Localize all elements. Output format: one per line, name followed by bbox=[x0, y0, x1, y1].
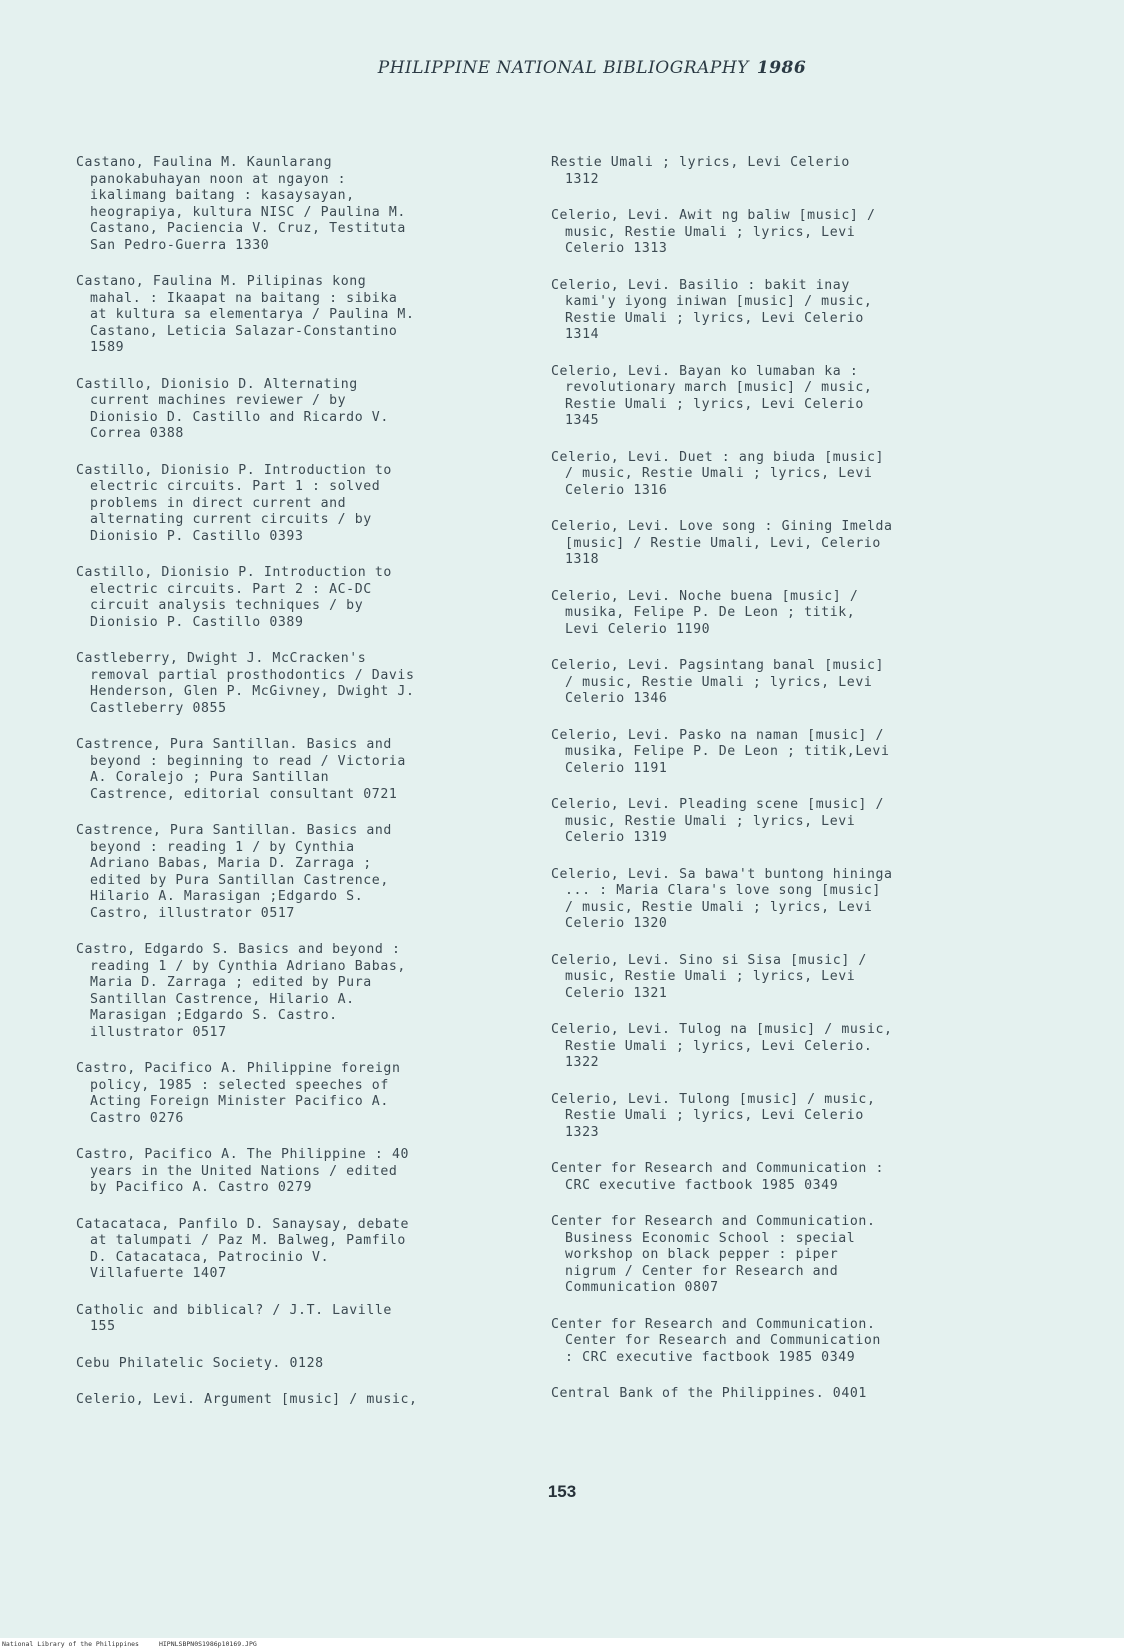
scan-filename: HIPNLSBPN0S1986p10169.JPG bbox=[158, 1640, 257, 1648]
bibliography-entry: Castro, Edgardo S. Basics and beyond : reading 1 / by Cynthia Adriano Babas, Maria D. Zarraga ; edited by Pura Santillan Castrence, Hilario A. Marasigan ;Edgardo S. Castro. illustrator 0517 bbox=[76, 942, 406, 1040]
bibliography-entry: Cebu Philatelic Society. 0128 bbox=[76, 1355, 324, 1371]
bibliography-entry: Center for Research and Communication. Business Economic School : special workshop on black pepper : piper nigrum / Center for Research and Communication 0807 bbox=[551, 1214, 876, 1295]
bibliography-entry: Catacataca, Panfilo D. Sanaysay, debate at talumpati / Paz M. Balweg, Pamfilo D. Catacataca, Patrocinio V. Villafuerte 1407 bbox=[76, 1216, 410, 1281]
bibliography-entry: Celerio, Levi. Sino si Sisa [music] / music, Restie Umali ; lyrics, Levi Celerio 1321 bbox=[551, 952, 867, 1001]
bibliography-entry: Center for Research and Communication : CRC executive factbook 1985 0349 bbox=[551, 1161, 885, 1193]
right-column bbox=[551, 155, 1011, 1403]
bibliography-entry: Celerio, Levi. Tulong [music] / music, Restie Umali ; lyrics, Levi Celerio 1323 bbox=[551, 1091, 876, 1140]
bibliography-entry: Castillo, Dionisio P. Introduction to electric circuits. Part 2 : AC-DC circuit analysis techniques / by Dionisio P. Castillo 0389 bbox=[76, 565, 392, 630]
bibliography-entry: Celerio, Levi. Pleading scene [music] / music, Restie Umali ; lyrics, Levi Celerio 1319 bbox=[551, 797, 885, 845]
bibliography-entry: Castro, Pacifico A. The Philippine : 40 years in the United Nations / edited by Pacifico A. Castro 0279 bbox=[76, 1147, 410, 1195]
bibliography-entry: Celerio, Levi. Pasko na naman [music] / musika, Felipe P. De Leon ; titik,Levi Celerio 1191 bbox=[551, 727, 890, 776]
bibliography-entry: Celerio, Levi. Awit ng baliw [music] / music, Restie Umali ; lyrics, Levi Celerio 1313 bbox=[551, 208, 876, 256]
bibliography-entry: Catholic and biblical? / J.T. Laville 155 bbox=[76, 1302, 392, 1334]
bibliography-entry: Celerio, Levi. Duet : ang biuda [music] / music, Restie Umali ; lyrics, Levi Celerio 1316 bbox=[551, 449, 885, 498]
library-credit: National Library of the Philippines bbox=[2, 1640, 139, 1648]
bibliography-entry: Castrence, Pura Santillan. Basics and beyond : reading 1 / by Cynthia Adriano Babas, Maria D. Zarraga ; edited by Pura Santillan Castrence, Hilario A. Marasigan ;Edgardo S. Castro, illustrator 0517 bbox=[76, 823, 392, 921]
bibliography-entry-continued: Restie Umali ; lyrics, Levi Celerio 1312 bbox=[551, 155, 850, 187]
bibliography-entry: Castrence, Pura Santillan. Basics and beyond : beginning to read / Victoria A. Coralejo ; Pura Santillan Castrence, editorial consultant 0721 bbox=[76, 737, 406, 802]
bibliography-entry: Castillo, Dionisio D. Alternating current machines reviewer / by Dionisio D. Castillo and Ricardo V. Correa 0388 bbox=[76, 376, 389, 441]
bibliography-entry: Celerio, Levi. Pagsintang banal [music] / music, Restie Umali ; lyrics, Levi Celerio 1346 bbox=[551, 658, 885, 706]
bibliography-entry: Castano, Faulina M. Pilipinas kong mahal. : Ikaapat na baitang : sibika at kultura sa elementarya / Paulina M. Castano, Leticia Salazar-Constantino 1589 bbox=[76, 274, 415, 355]
bibliography-year: 1986 bbox=[756, 58, 807, 78]
left-column bbox=[76, 155, 526, 1409]
page-number: 153 bbox=[547, 1482, 577, 1501]
bibliography-title: PHILIPPINE NATIONAL BIBLIOGRAPHY bbox=[377, 58, 749, 78]
page-header bbox=[0, 58, 1124, 78]
bibliography-entry: Celerio, Levi. Sa bawa't buntong hininga ... : Maria Clara's love song [music] / music, Restie Umali ; lyrics, Levi Celerio 1320 bbox=[551, 866, 893, 931]
bibliography-entry: Central Bank of the Philippines. 0401 bbox=[551, 1386, 867, 1401]
bibliography-entry: Castleberry, Dwight J. McCracken's removal partial prosthodontics / Davis Henderson, Glen P. McGivney, Dwight J. Castleberry 0855 bbox=[76, 651, 415, 716]
bibliography-entry: Castano, Faulina M. Kaunlarang panokabuhayan noon at ngayon : ikalimang baitang : kasaysayan, heograpiya, kultura NISC / Paulina M. Castano, Paciencia V. Cruz, Testituta San Pedro-Guerra 1330 bbox=[76, 155, 406, 253]
bibliography-entry: Center for Research and Communication. Center for Research and Communication : CRC executive factbook 1985 0349 bbox=[551, 1316, 881, 1365]
bibliography-entry: Celerio, Levi. Bayan ko lumaban ka : revolutionary march [music] / music, Restie Umali ; lyrics, Levi Celerio 1345 bbox=[551, 363, 873, 428]
bibliography-entry: Celerio, Levi. Noche buena [music] / musika, Felipe P. De Leon ; titik, Levi Celerio 1190 bbox=[551, 588, 859, 637]
bibliography-entry: Celerio, Levi. Love song : Gining Imelda [music] / Restie Umali, Levi, Celerio 1318 bbox=[551, 519, 893, 567]
bibliography-entry: Castillo, Dionisio P. Introduction to electric circuits. Part 1 : solved problems in direct current and alternating current circuits / by Dionisio P. Castillo 0393 bbox=[76, 462, 392, 544]
bibliography-entry: Celerio, Levi. Tulog na [music] / music, Restie Umali ; lyrics, Levi Celerio. 1322 bbox=[551, 1022, 893, 1070]
bibliography-entry: Celerio, Levi. Argument [music] / music, bbox=[76, 1392, 418, 1407]
bibliography-entry: Celerio, Levi. Basilio : bakit inay kami'y iyong iniwan [music] / music, Restie Umali ; lyrics, Levi Celerio 1314 bbox=[551, 277, 873, 342]
scan-footer bbox=[0, 1638, 1124, 1650]
bibliography-entry: Castro, Pacifico A. Philippine foreign policy, 1985 : selected speeches of Acting Foreign Minister Pacifico A. Castro 0276 bbox=[76, 1061, 401, 1126]
